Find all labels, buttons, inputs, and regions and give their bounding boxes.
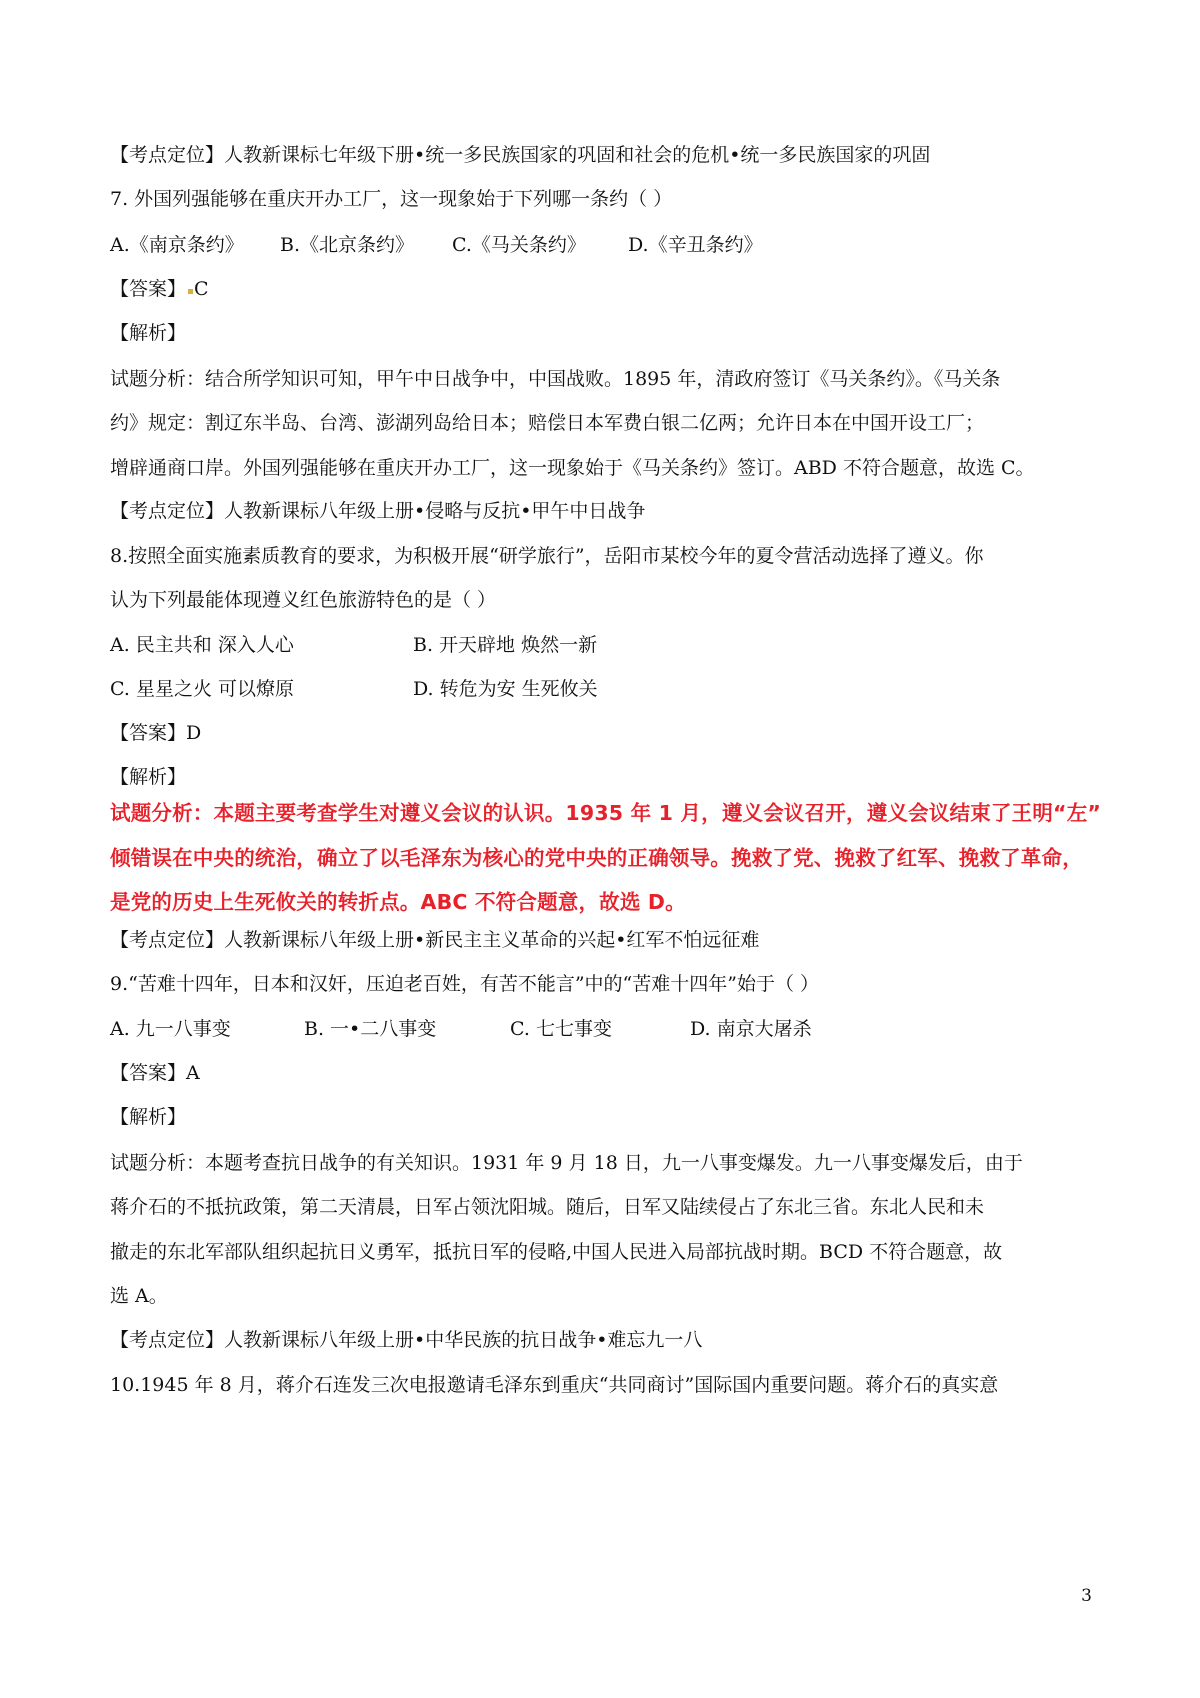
question-8-line-2: 认为下列最能体现遵义红色旅游特色的是（ ）	[110, 589, 497, 611]
q7-answer	[110, 276, 1110, 302]
answer-label: 【答案】	[110, 278, 187, 300]
q7-option-a: A.《南京条约》	[110, 234, 244, 256]
q8-kaodian: 【考点定位】人教新课标八年级上册•新民主主义革命的兴起•红军不怕远征难	[110, 929, 760, 951]
q8-option-b: B. 开天辟地 焕然一新	[413, 634, 598, 656]
q8-analysis-line-3: 是党的历史上生死攸关的转折点。ABC 不符合题意，故选 D。	[110, 890, 686, 914]
q8-analysis-line-2: 倾错误在中央的统治，确立了以毛泽东为核心的党中央的正确领导。挽救了党、挽救了红军、挽救了革命，	[110, 846, 1083, 870]
q8-analysis-heading: 【解析】	[110, 766, 187, 788]
q7-option-b: B.《北京条约》	[280, 234, 415, 256]
q7-analysis-line-1: 试题分析：结合所学知识可知，甲午中日战争中，中国战败。1895 年，清政府签订《马关条约》。《马关条	[110, 368, 1001, 390]
question-8-line-1: 8.按照全面实施素质教育的要求，为积极开展“研学旅行”，岳阳市某校今年的夏令营活动选择了遵义。你	[110, 545, 984, 567]
kaodian-line: 【考点定位】人教新课标七年级下册•统一多民族国家的巩固和社会的危机•统一多民族国家的巩固	[110, 144, 931, 166]
question-10: 10.1945 年 8 月，蒋介石连发三次电报邀请毛泽东到重庆“共同商讨”国际国内重要问题。蒋介石的真实意	[110, 1374, 999, 1396]
q7-analysis-line-2: 约》规定：割辽东半岛、台湾、澎湖列岛给日本；赔偿日本军费白银二亿两；允许日本在中国开设工厂；	[110, 412, 985, 434]
q8-option-a: A. 民主共和 深入人心	[110, 634, 294, 656]
q9-option-b: B. 一•二八事变	[304, 1018, 437, 1040]
q9-analysis-line-4: 选 A。	[110, 1285, 168, 1307]
answer-value: C	[194, 278, 209, 300]
q9-analysis-line-2: 蒋介石的不抵抗政策，第二天清晨，日军占领沈阳城。随后，日军又陆续侵占了东北三省。东北人民和未	[110, 1196, 985, 1218]
q8-answer: 【答案】D	[110, 722, 202, 744]
question-9: 9.“苦难十四年，日本和汉奸，压迫老百姓，有苦不能言”中的“苦难十四年”始于（ ）	[110, 973, 820, 995]
q7-analysis-line-3: 增辟通商口岸。外国列强能够在重庆开办工厂，这一现象始于《马关条约》签订。ABD 不符合题意，故选 C。	[110, 457, 1035, 479]
q9-kaodian: 【考点定位】人教新课标八年级上册•中华民族的抗日战争•难忘九一八	[110, 1329, 703, 1351]
q7-kaodian: 【考点定位】人教新课标八年级上册•侵略与反抗•甲午中日战争	[110, 500, 646, 522]
q9-analysis-heading: 【解析】	[110, 1106, 187, 1128]
q7-analysis-heading: 【解析】	[110, 322, 187, 344]
page-number: 3	[1081, 1586, 1092, 1606]
q8-option-d: D. 转危为安 生死攸关	[413, 678, 598, 700]
q9-answer: 【答案】A	[110, 1062, 200, 1084]
question-7: 7. 外国列强能够在重庆开办工厂，这一现象始于下列哪一条约（ ）	[110, 188, 673, 210]
q9-analysis-line-3: 撤走的东北军部队组织起抗日义勇军，抵抗日军的侵略,中国人民进入局部抗战时期。BCD 不符合题意，故	[110, 1241, 1003, 1263]
q9-analysis-line-1: 试题分析：本题考查抗日战争的有关知识。1931 年 9 月 18 日，九一八事变爆发。九一八事变爆发后，由于	[110, 1152, 1023, 1174]
q9-option-c: C. 七七事变	[510, 1018, 612, 1040]
q9-option-a: A. 九一八事变	[110, 1018, 231, 1040]
q7-option-d: D.《辛丑条约》	[628, 234, 763, 256]
marker-dot	[188, 289, 193, 294]
q8-option-c: C. 星星之火 可以燎原	[110, 678, 294, 700]
q7-option-c: C.《马关条约》	[452, 234, 586, 256]
q9-option-d: D. 南京大屠杀	[690, 1018, 812, 1040]
q8-analysis-line-1: 试题分析：本题主要考查学生对遵义会议的认识。1935 年 1 月，遵义会议召开，遵义会议结束了王明“左”	[110, 801, 1102, 825]
